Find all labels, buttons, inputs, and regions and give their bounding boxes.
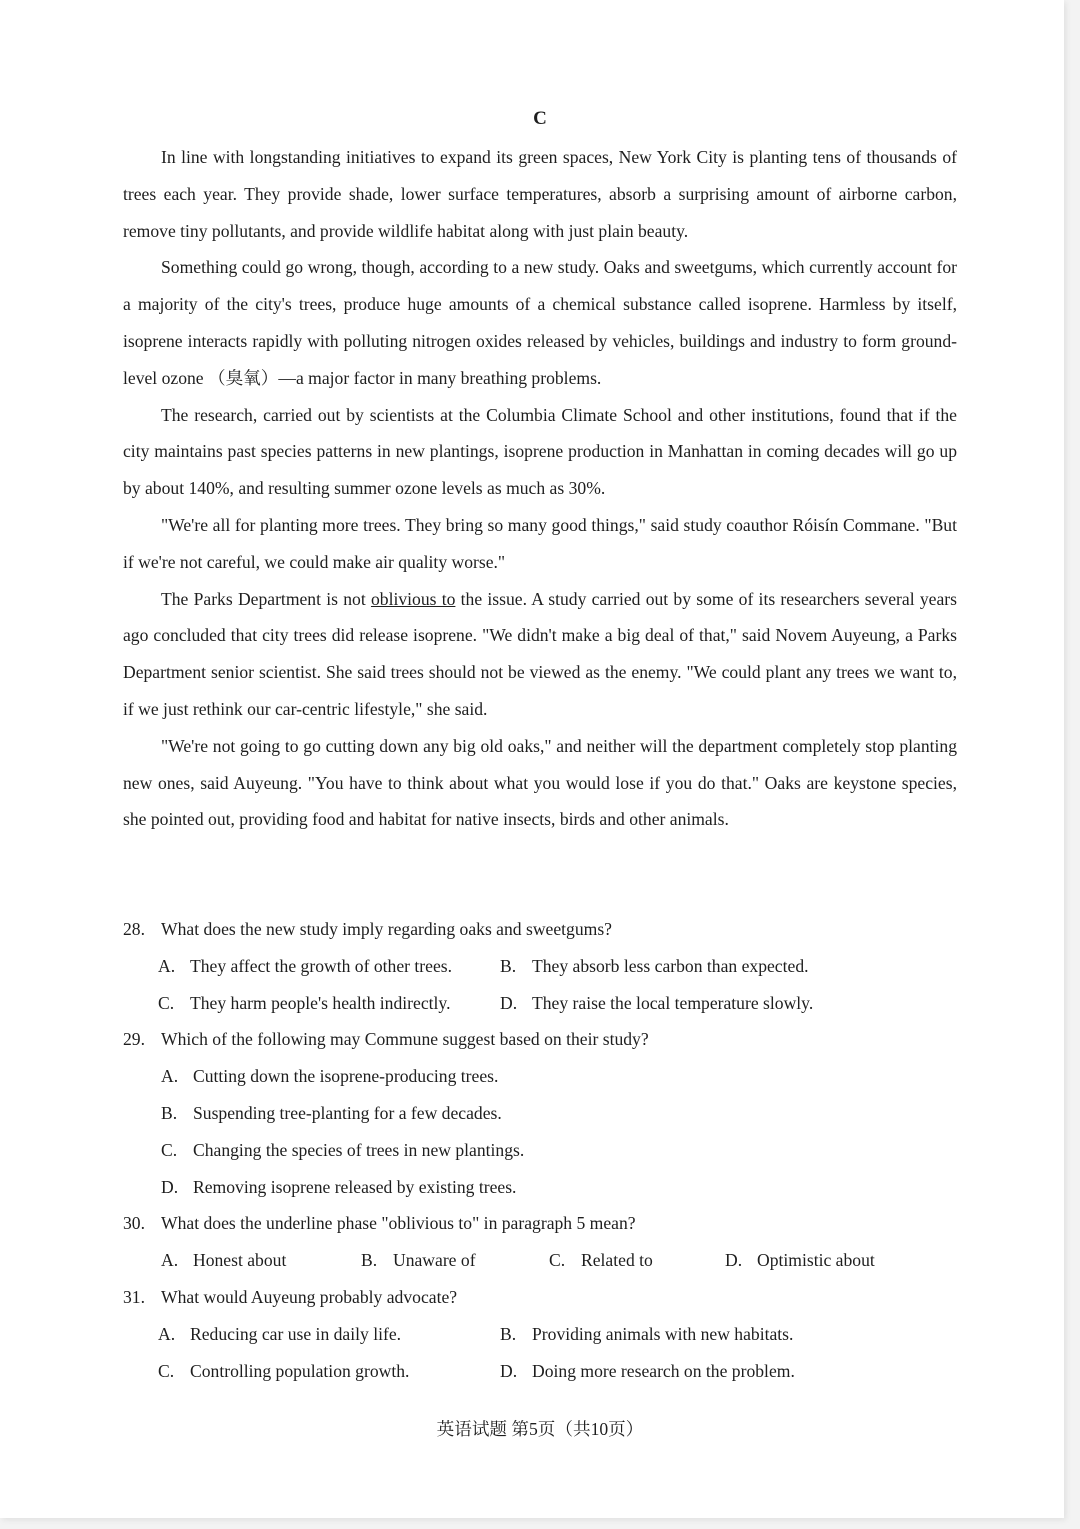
question-text: What does the underline phase "oblivious to" in paragraph 5 mean? <box>161 1213 636 1234</box>
option-letter: D. <box>161 1176 179 1197</box>
option-text: They affect the growth of other trees. <box>190 955 453 976</box>
question-28-options-row-2 <box>123 985 957 1022</box>
question-28-options-row-1 <box>123 948 957 985</box>
option-letter: C. <box>158 1360 175 1381</box>
question-31-options-row-2 <box>123 1353 957 1390</box>
option-a <box>161 1242 361 1279</box>
option-c <box>123 1132 957 1169</box>
paragraph-5-start: The Parks Department is not <box>161 588 371 609</box>
option-d <box>725 1242 875 1279</box>
option-text: Suspending tree-planting for a few decades. <box>193 1102 502 1123</box>
option-d <box>500 1353 795 1390</box>
option-letter: D. <box>500 1360 518 1381</box>
underlined-phrase: oblivious to <box>370 588 456 609</box>
option-text: Controlling population growth. <box>190 1360 410 1381</box>
option-a <box>158 948 500 985</box>
section-title: C <box>533 108 547 129</box>
option-b <box>123 1095 957 1132</box>
question-30-options <box>123 1242 957 1279</box>
option-letter: B. <box>161 1102 178 1123</box>
question-number: 31. <box>123 1286 145 1307</box>
option-letter: A. <box>158 1323 176 1344</box>
question-number: 30. <box>123 1213 145 1234</box>
question-list <box>123 911 957 1389</box>
option-a <box>158 1316 500 1353</box>
option-text: Unaware of <box>393 1250 476 1271</box>
question-31-options-row-1 <box>123 1316 957 1353</box>
option-letter: C. <box>158 992 175 1013</box>
option-text: Changing the species of trees in new plantings. <box>193 1139 525 1160</box>
option-text: Honest about <box>193 1250 287 1271</box>
paragraph-2: Something could go wrong, though, according to a new study. Oaks and sweetgums, which currently account for a majority of the city's trees, produce huge amounts of a chemical substance called isoprene. Harmless by itself, isoprene interacts rapidly with polluting nitrogen oxides released by vehicles, buildings and industry to form ground-level ozone （臭氧）—a major factor in many breathing problems. <box>123 257 957 388</box>
question-text: What does the new study imply regarding oaks and sweetgums? <box>161 919 612 939</box>
option-b <box>361 1242 549 1279</box>
option-d <box>500 985 813 1022</box>
option-letter: C. <box>161 1139 178 1160</box>
option-text: Related to <box>581 1250 653 1271</box>
page-footer: 英语试题 第5页（共10页） <box>436 1419 644 1439</box>
question-number: 29. <box>123 1029 145 1050</box>
option-letter: D. <box>500 992 518 1013</box>
option-letter: C. <box>549 1250 566 1271</box>
option-letter: B. <box>361 1250 378 1271</box>
option-letter: B. <box>500 955 517 976</box>
question-text: Which of the following may Commune suggest based on their study? <box>161 1029 649 1050</box>
question-28 <box>123 911 957 948</box>
option-text: Reducing car use in daily life. <box>190 1323 402 1344</box>
option-letter: A. <box>161 1250 179 1271</box>
paragraph-5 <box>123 581 957 728</box>
option-c <box>549 1242 725 1279</box>
option-d <box>123 1169 957 1206</box>
question-text: What would Auyeung probably advocate? <box>161 1286 458 1307</box>
paragraph-1: In line with longstanding initiatives to expand its green spaces, New York City is planting tens of thousands of trees each year. They provide shade, lower surface temperatures, absorb a surprising amount of airborne carbon, remove tiny pollutants, and provide wildlife habitat along with just plain beauty. <box>123 147 957 241</box>
question-31 <box>123 1279 957 1316</box>
paragraph-3: The research, carried out by scientists at the Columbia Climate School and other institutions, found that if the city maintains past species patterns in new plantings, isoprene production in Manhattan in coming decades will go up by about 140%, and resulting summer ozone levels as much as 30%. <box>123 404 957 499</box>
paragraph-5-rest: the issue. A study carried out by some of its researchers several years ago concluded that city trees did release isoprene. "We didn't make a big deal of that," said Novem Auyeung, a Parks Department senior scientist. She said trees should not be viewed as the enemy. "We could plant any trees we want to, if we just rethink our car-centric lifestyle," she said. <box>123 588 957 719</box>
question-29 <box>123 1021 957 1058</box>
option-text: They raise the local temperature slowly. <box>532 992 814 1013</box>
question-30 <box>123 1205 957 1242</box>
paragraph-4: "We're all for planting more trees. They bring so many good things," said study coauthor Róisín Commane. "But if we're not careful, we could make air quality worse." <box>123 514 957 572</box>
option-c <box>158 1353 500 1390</box>
option-letter: A. <box>161 1066 179 1087</box>
option-text: Removing isoprene released by existing trees. <box>193 1176 517 1197</box>
option-letter: D. <box>725 1250 743 1271</box>
reading-passage <box>123 139 957 838</box>
option-b <box>500 948 809 985</box>
option-text: Providing animals with new habitats. <box>532 1323 794 1344</box>
option-letter: B. <box>500 1323 517 1344</box>
option-text: Optimistic about <box>757 1250 875 1271</box>
option-c <box>158 985 500 1022</box>
option-text: Cutting down the isoprene-producing trees. <box>193 1066 499 1087</box>
paragraph-6: "We're not going to go cutting down any big old oaks," and neither will the department completely stop planting new ones, said Auyeung. "You have to think about what you would lose if you do that." Oaks are keystone species, she pointed out, providing food and habitat for native insects, birds and other animals. <box>123 735 957 830</box>
option-b <box>500 1316 793 1353</box>
question-number: 28. <box>123 919 145 939</box>
option-letter: A. <box>158 955 176 976</box>
option-a <box>123 1058 957 1095</box>
option-text: They harm people's health indirectly. <box>190 992 451 1013</box>
option-text: Doing more research on the problem. <box>532 1360 795 1381</box>
option-text: They absorb less carbon than expected. <box>532 955 809 976</box>
